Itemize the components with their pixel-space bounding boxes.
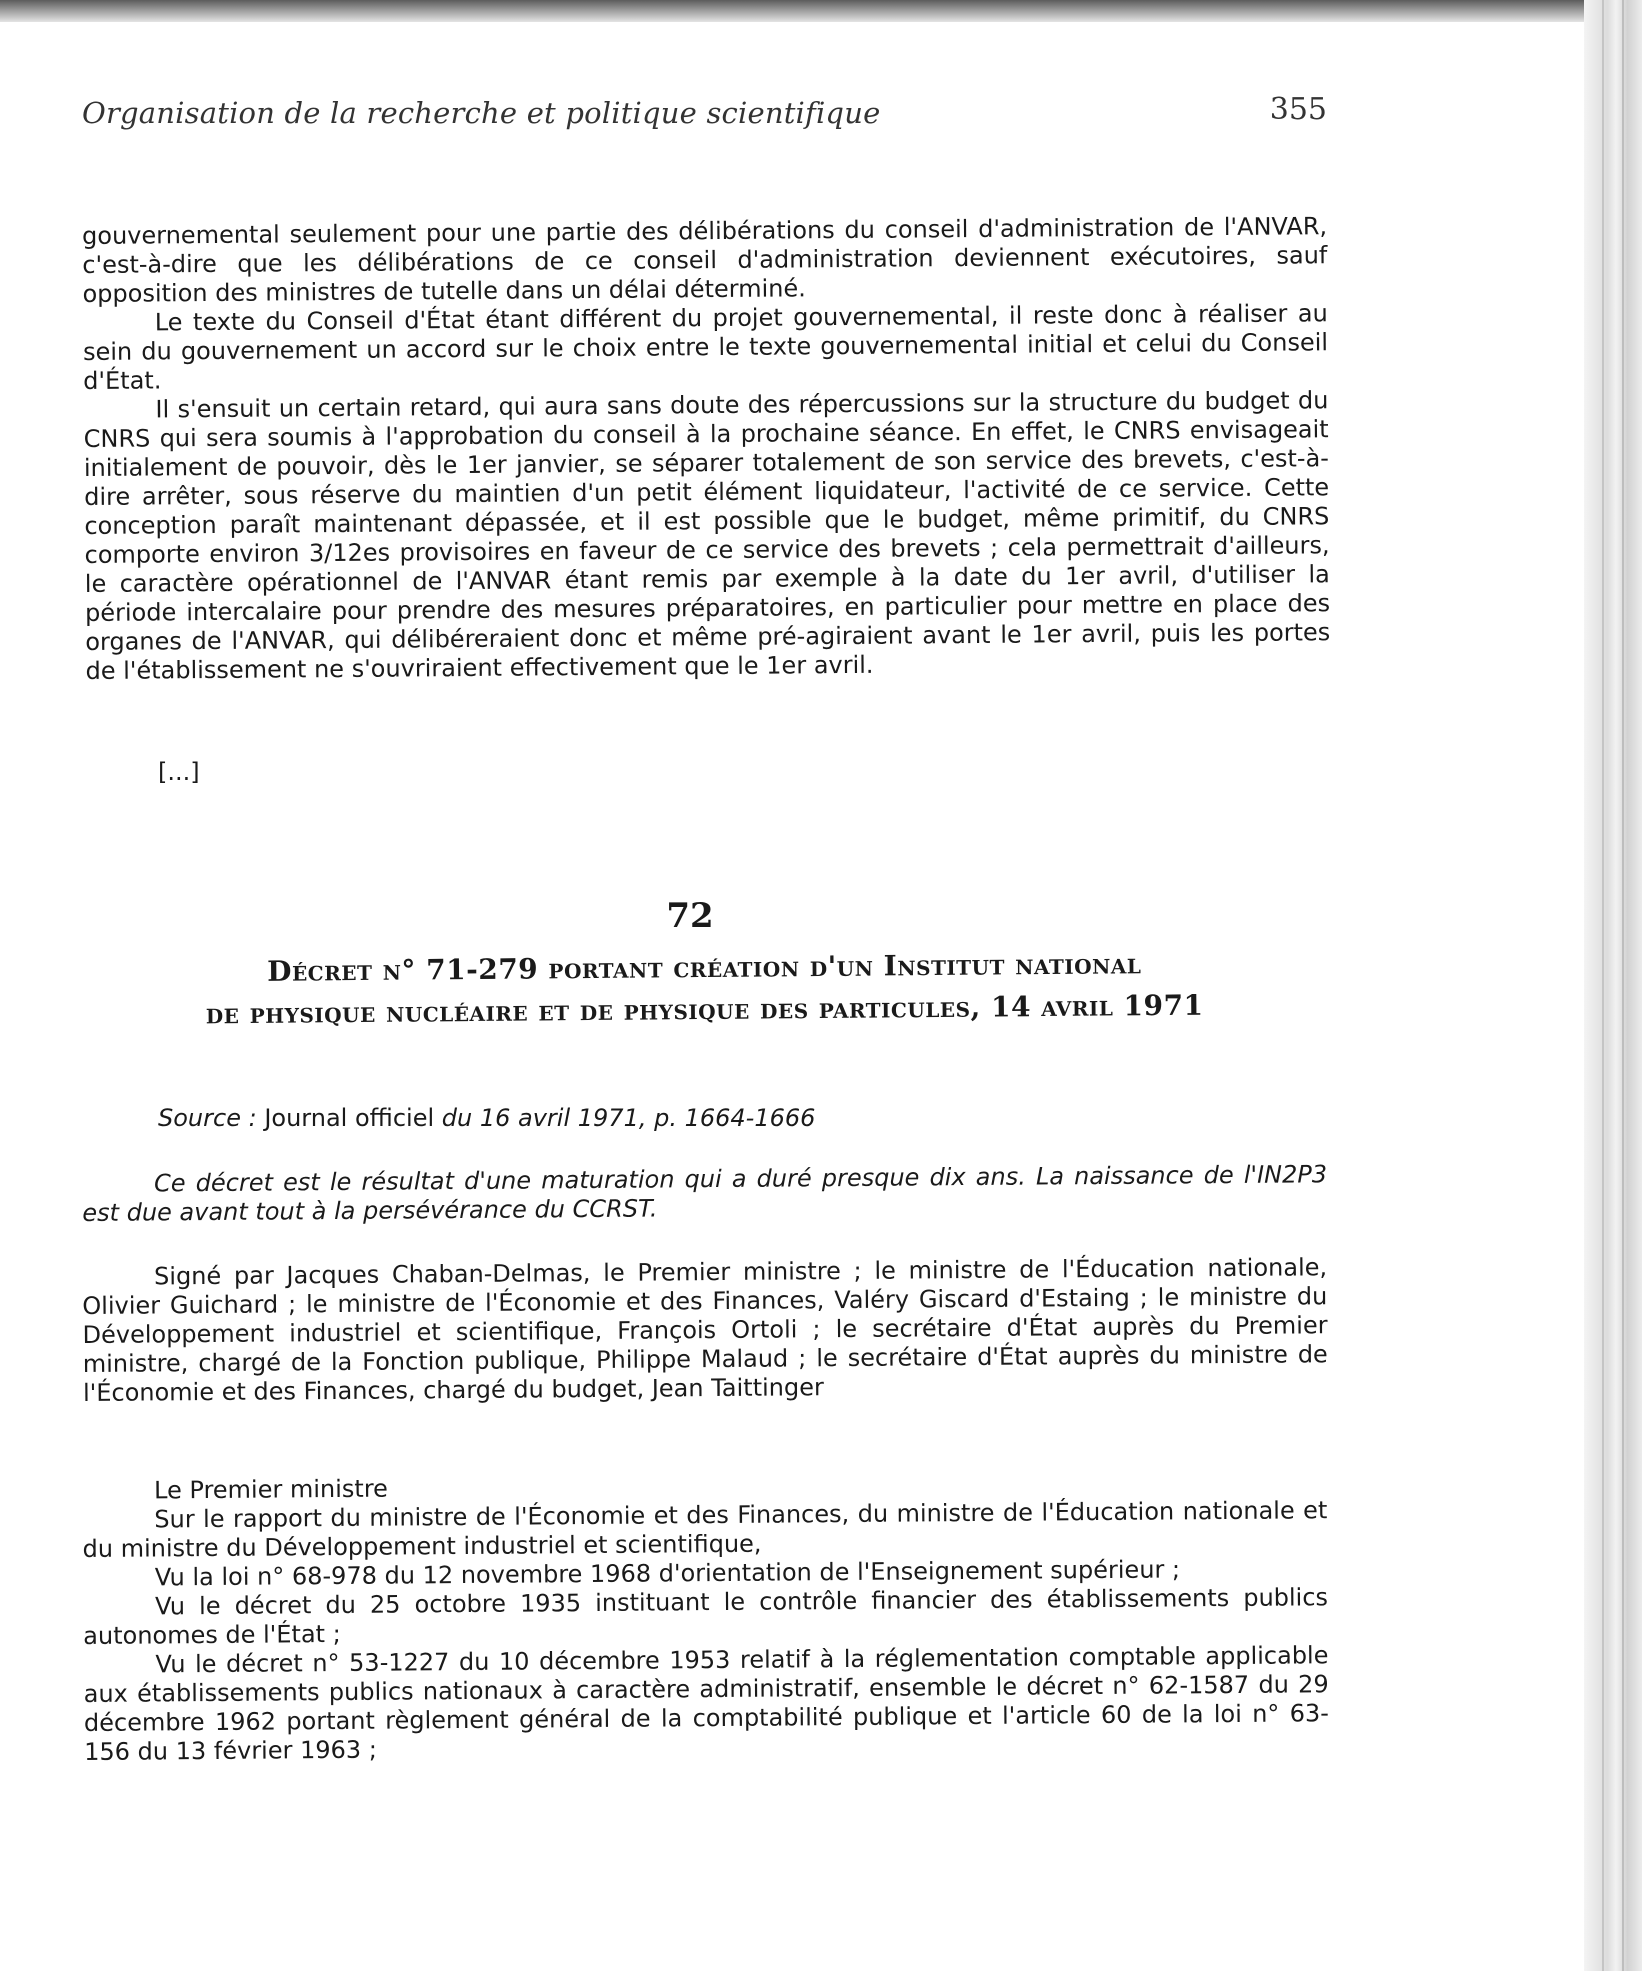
document-number: 72 [666, 896, 714, 936]
preamble-line: Sur le rapport du ministre de l'Économie et des Finances, du ministre de l'Éducation nationale et du ministre du Développement industriel et scientifique, [82, 1496, 1328, 1563]
paragraph: Signé par Jacques Chaban-Delmas, le Premier ministre ; le ministre de l'Éducation nationale, Olivier Guichard ; le ministre de l'Économie et des Finances, Valéry Giscard d'Estaing ; le ministre du Développement industriel et scientifique, François Ortoli ; le secrétaire d'État auprès du Premier ministre, chargé de la Fonction publique, Philippe Malaud ; le secrétaire d'État auprès du ministre de l'Économie et des Finances, chargé du budget, Jean Taittinger [82, 1253, 1328, 1407]
page-number: 355 [1269, 92, 1327, 127]
scan-top-shadow [0, 0, 1642, 22]
preamble-line: Vu la loi n° 68-978 du 12 novembre 1968 d'orientation de l'Enseignement supérieur ; [154, 1555, 1181, 1592]
document-title-line: de physique nucléaire et de physique des particules, 14 avril 1971 [205, 988, 1204, 1031]
source-label: Source : [158, 1104, 265, 1132]
preamble-line: Vu le décret du 25 octobre 1935 instituant le contrôle financier des établissements publics autonomes de l'État ; [83, 1583, 1329, 1650]
paragraph: Ce décret est le résultat d'une maturation qui a duré presque dix ans. La naissance de l'IN2P3 est due avant tout à la persévérance du CCRST. [82, 1160, 1328, 1227]
signatories-block [82, 1253, 1328, 1408]
running-header [82, 92, 1327, 140]
preamble-line: Le Premier ministre [153, 1474, 388, 1505]
continued-text-block [82, 212, 1331, 686]
document-title-line: Décret n° 71-279 portant création d'un Institut national [267, 947, 1142, 988]
running-title: Organisation de la recherche et politique scientifique [82, 96, 881, 130]
paragraph: gouvernemental seulement pour une partie des délibérations du conseil d'administration de l'ANVAR, c'est-à-dire que les délibérations de ce conseil d'administration deviennent exécutoires, sauf opposition des ministres de tutelle dans un délai déterminé. [82, 212, 1328, 308]
page-edge-stack [1584, 0, 1642, 1971]
paragraph: Le texte du Conseil d'État étant différent du projet gouvernemental, il reste donc à réaliser au sein du gouvernement un accord sur le choix entre le texte gouvernemental initial et celui du Conseil d'État. [82, 299, 1329, 395]
document-title [82, 942, 1328, 1037]
decree-preamble [82, 1467, 1329, 1767]
source-journal: Journal officiel [264, 1104, 435, 1132]
preamble-line: Vu le décret n° 53-1227 du 10 décembre 1953 relatif à la réglementation comptable applicable aux établissements publics nationaux à caractère administratif, ensemble le décret n° 62-1587 du 29 décembre 1962 portant règlement général de la comptabilité publique et l'article 60 de la loi n° 63-156 du 13 février 1963 ; [83, 1641, 1330, 1766]
book-page [0, 22, 1584, 1971]
omission-marker: [...] [158, 758, 200, 786]
source-citation [158, 1104, 815, 1132]
editorial-introduction [82, 1160, 1327, 1228]
source-reference: du 16 avril 1971, p. 1664-1666 [434, 1104, 816, 1132]
paragraph: Il s'ensuit un certain retard, qui aura sans doute des répercussions sur la structure du budget du CNRS qui sera soumis à l'approbation du conseil à la prochaine séance. En effet, le CNRS envisageait initialement de pouvoir, dès le 1er janvier, se séparer totalement de son service des brevets, c'est-à-dire arrêter, sous réserve du maintien d'un petit élément liquidateur, l'activité de ce service. Cette conception paraît maintenant dépassée, et il est possible que le budget, même primitif, du CNRS comporte environ 3/12es provisoires en faveur de ce service des brevets ; cela permettrait d'ailleurs, le caractère opérationnel de l'ANVAR étant remis par exemple à la date du 1er avril, d'utiliser la période intercalaire pour prendre des mesures préparatoires, en particulier pour mettre en place des organes de l'ANVAR, qui délibéreraient donc et même pré-agiraient avant le 1er avril, puis les portes de l'établissement ne s'ouvriraient effectivement que le 1er avril. [83, 386, 1331, 685]
